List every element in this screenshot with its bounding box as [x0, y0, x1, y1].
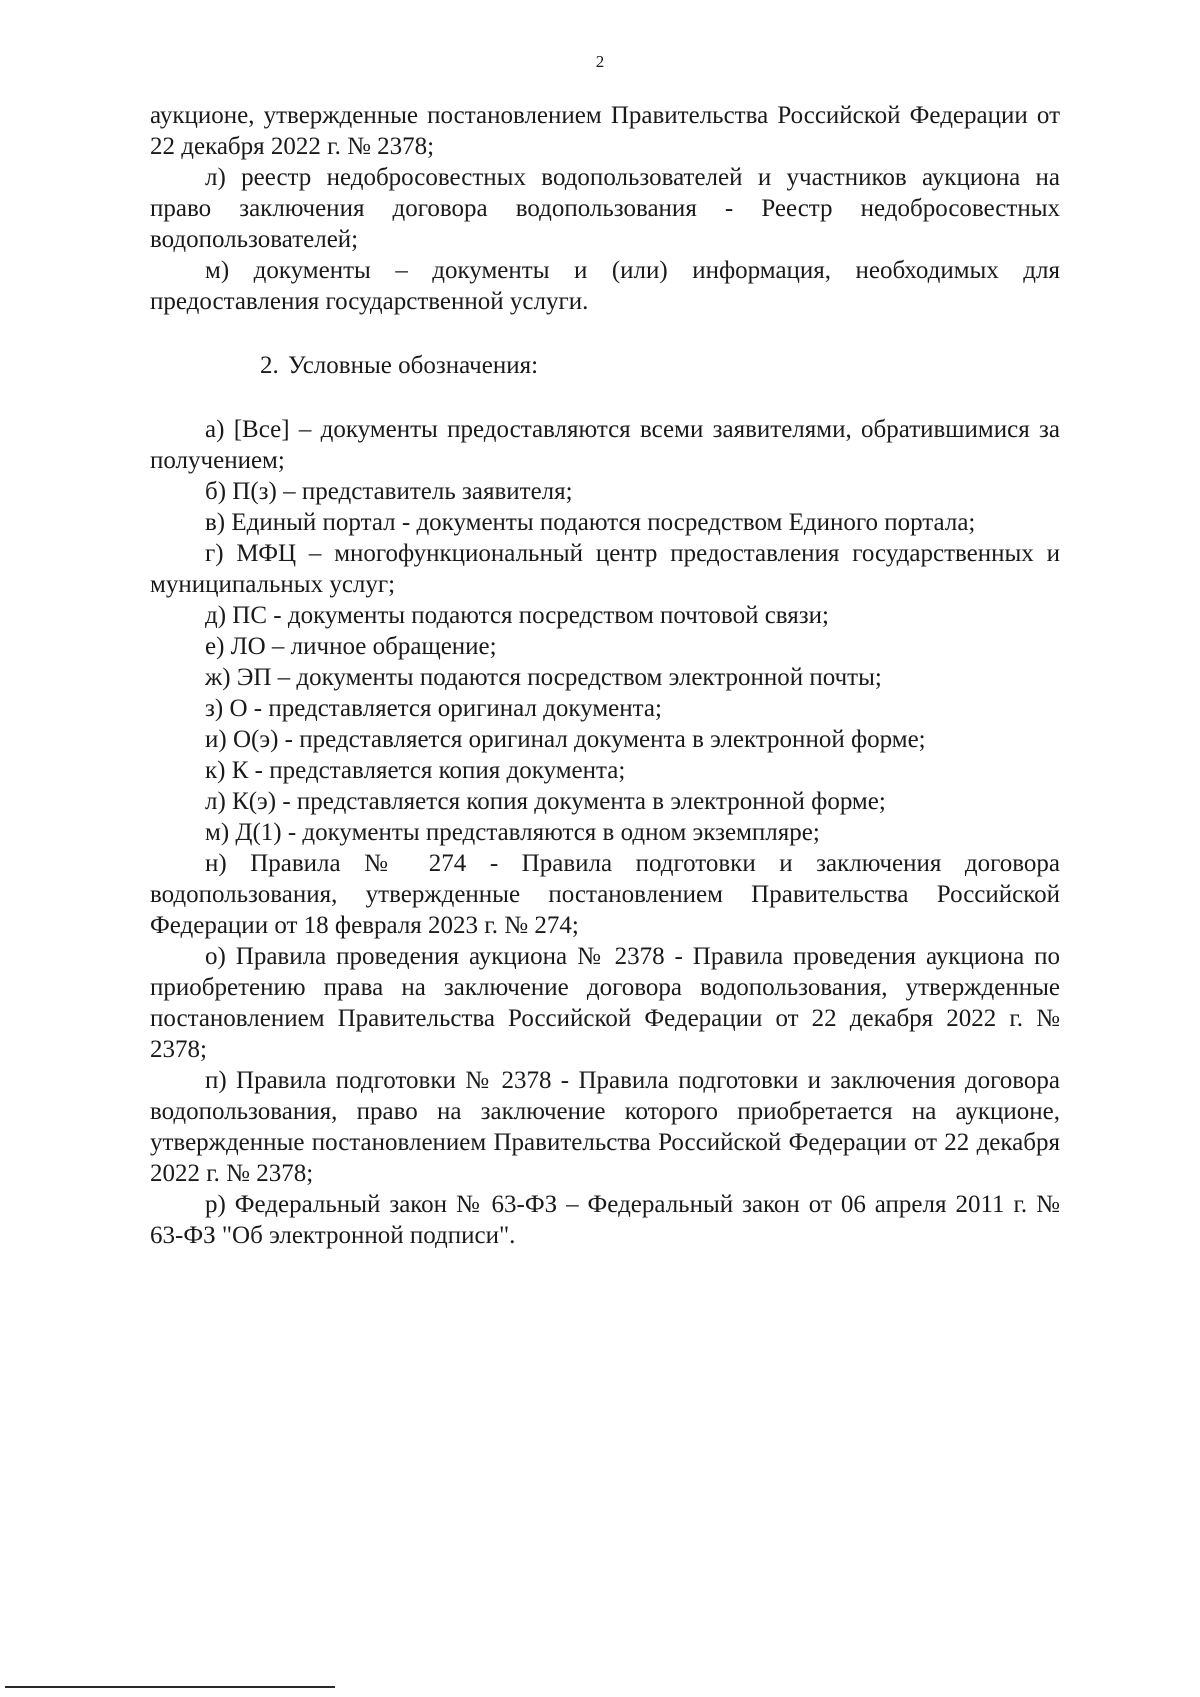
legend-item-a: а) [Все] – документы предоставляются всеми заявителями, обратившимися за получением;: [150, 416, 1060, 474]
legend-item-n: н) Правила № 274 - Правила подготовки и заключения договора водопользования, утвержденные постановлением Правительства Российской Федерации от 18 февраля 2023 г. № 274;: [150, 850, 1060, 939]
paragraph-item-l: л) реестр недобросовестных водопользователей и участников аукциона на право заключения договора водопользования - Реестр недобросовестных водопользователей;: [150, 164, 1060, 253]
section-number: 2.: [260, 352, 279, 379]
legend-item-o: о) Правила проведения аукциона № 2378 - Правила проведения аукциона по приобретению права на заключение договора водопользования, утвержденные постановлением Правительства Российской Федерации от 22 декабря 2022 г. № 2378;: [150, 943, 1060, 1063]
legend-item-k: к) К - представляется копия документа;: [205, 757, 626, 784]
section-title: Условные обозначения:: [288, 352, 539, 379]
legend-item-zh: ж) ЭП – документы подаются посредством электронной почты;: [205, 664, 882, 691]
paragraph-continuation: аукционе, утвержденные постановлением Правительства Российской Федерации от 22 декабря 2022 г. № 2378;: [150, 102, 1060, 160]
legend-item-b: б) П(з) – представитель заявителя;: [205, 478, 573, 505]
legend-item-d: д) ПС - документы подаются посредством почтовой связи;: [205, 602, 829, 629]
legend-item-m: м) Д(1) - документы представляются в одном экземпляре;: [205, 819, 820, 846]
footer-rule: [5, 1686, 335, 1688]
legend-item-l: л) К(э) - представляется копия документа в электронной форме;: [205, 788, 886, 815]
document-body: [150, 100, 1060, 1251]
legend-item-g: г) МФЦ – многофункциональный центр предоставления государственных и муниципальных услуг;: [150, 540, 1060, 598]
legend-item-r: р) Федеральный закон № 63-ФЗ – Федеральный закон от 06 апреля 2011 г. № 63-ФЗ "Об электронной подписи".: [150, 1191, 1060, 1249]
paragraph-item-m: м) документы – документы и (или) информация, необходимых для предоставления государственной услуги.: [150, 257, 1060, 315]
legend-item-e: е) ЛО – личное обращение;: [205, 633, 497, 660]
legend-item-z: з) О - представляется оригинал документа;: [205, 695, 662, 722]
page-number: 2: [595, 52, 605, 71]
legend-item-p: п) Правила подготовки № 2378 - Правила подготовки и заключения договора водопользования, право на заключение которого приобретается на аукционе, утвержденные постановлением Правительства Российской Федерации от 22 декабря 2022 г. № 2378;: [150, 1067, 1060, 1187]
legend-item-i: и) О(э) - представляется оригинал документа в электронной форме;: [205, 726, 926, 753]
legend-item-v: в) Единый портал - документы подаются посредством Единого портала;: [205, 509, 976, 536]
section-heading: [150, 350, 1060, 381]
